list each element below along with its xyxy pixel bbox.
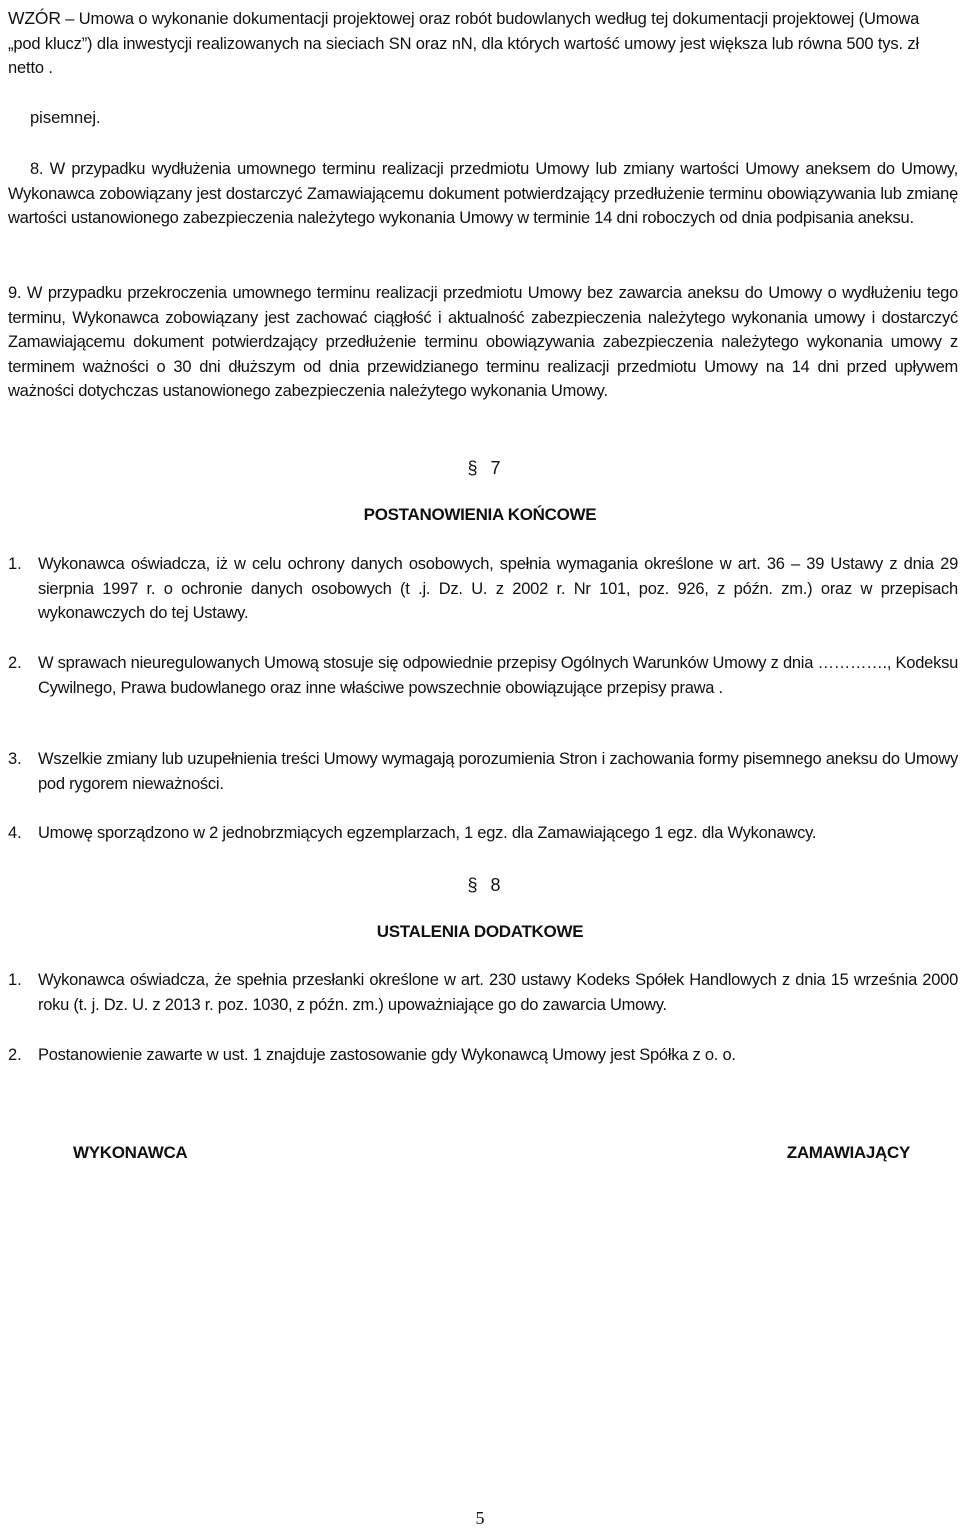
section-sign-symbol: § <box>467 875 478 895</box>
section-7-heading <box>0 456 960 481</box>
section-number: 8 <box>490 875 501 895</box>
section-7-item-2 <box>8 651 958 700</box>
section-number: 7 <box>490 458 501 478</box>
header-dash: – <box>60 10 75 28</box>
client-signature-label: ZAMAWIAJĄCY <box>786 1143 910 1162</box>
paragraph-9 <box>8 281 958 404</box>
item-number: 3. <box>8 750 22 768</box>
section-7-item-3 <box>8 747 958 796</box>
item-text: Wszelkie zmiany lub uzupełnienia treści Umowy wymagają porozumienia Stron i zachowania formy pisemnego aneksu do Umowy pod rygorem nieważności. <box>38 750 958 793</box>
item-number: 1. <box>8 555 22 573</box>
section-8-title: USTALENIA DODATKOWE <box>376 922 584 941</box>
document-header <box>8 6 956 81</box>
section-7-item-1 <box>8 552 958 626</box>
section-8-heading <box>0 873 960 898</box>
contractor-signature-label: WYKONAWCA <box>73 1143 188 1162</box>
item-text: Wykonawca oświadcza, iż w celu ochrony danych osobowych, spełnia wymagania określone w art. 36 – 39 Ustawy z dnia 29 sierpnia 1997 r. o ochronie danych osobowych (t .j. Dz. U. z 2002 r. Nr 101, poz. 926, z późn. zm.) oraz w przepisach wykonawczych do tej Ustawy. <box>38 555 958 623</box>
paragraph-text: W przypadku wydłużenia umownego terminu realizacji przedmiotu Umowy lub zmiany wartości Umowy aneksem do Umowy, Wykonawca zobowiązany jest dostarczyć Zamawiającemu dokument potwierdzający przedłużenie terminu obowiązywania lub zmianę wartości ustanowionego zabezpieczenia należytego wykonania Umowy w terminie 14 dni roboczych od dnia podpisania aneksu. <box>8 160 958 228</box>
template-label: WZÓR <box>8 8 61 28</box>
header-title: Umowa o wykonanie dokumentacji projektowej oraz robót budowlanych według tej dokumentacji projektowej (Umowa „pod klucz”) dla inwestycji realizowanych na sieciach SN oraz nN, dla których wartość umowy jest większa lub równa 500 tys. zł netto . <box>8 10 920 78</box>
continued-fragment: pisemnej. <box>30 109 101 127</box>
item-number: 1. <box>8 971 22 989</box>
item-number: 2. <box>8 1046 22 1064</box>
item-text: W sprawach nieuregulowanych Umową stosuje się odpowiednie przepisy Ogólnych Warunków Umowy z dnia …………., Kodeksu Cywilnego, Prawa budowlanego oraz inne właściwe powszechnie obowiązujące przepisy prawa . <box>38 654 958 697</box>
item-text: Umowę sporządzono w 2 jednobrzmiących egzemplarzach, 1 egz. dla Zamawiającego 1 egz. dla Wykonawcy. <box>38 824 817 842</box>
paragraph-8 <box>8 157 958 231</box>
section-8-item-1 <box>8 968 958 1017</box>
page-number: 5 <box>475 1508 485 1528</box>
item-number: 2. <box>8 654 22 672</box>
paragraph-number: 9. <box>8 284 22 302</box>
section-8-item-2 <box>8 1043 958 1068</box>
item-text: Wykonawca oświadcza, że spełnia przesłanki określone w art. 230 ustawy Kodeks Spółek Handlowych z dnia 15 września 2000 roku (t. j. Dz. U. z 2013 r. poz. 1030, z późn. zm.) upoważniające go do zawarcia Umowy. <box>38 971 958 1014</box>
section-7-title: POSTANOWIENIA KOŃCOWE <box>363 505 597 524</box>
item-number: 4. <box>8 824 22 842</box>
paragraph-text: W przypadku przekroczenia umownego terminu realizacji przedmiotu Umowy bez zawarcia aneksu do Umowy o wydłużeniu tego terminu, Wykonawca zobowiązany jest zachować ciągłość i aktualność zabezpieczenia należytego wykonania umowy i dostarczyć Zamawiającemu dokument potwierdzający przedłużenie terminu obowiązywania zabezpieczenia należytego wykonania umowy z terminem ważności o 30 dni dłuższym od dnia przewidzianego terminu realizacji przedmiotu Umowy na 14 dni przed upływem ważności dotychczas ustanowionego zabezpieczenia należytego wykonania Umowy. <box>8 284 958 401</box>
section-sign-symbol: § <box>467 458 478 478</box>
paragraph-number: 8. <box>30 160 44 178</box>
item-text: Postanowienie zawarte w ust. 1 znajduje zastosowanie gdy Wykonawcą Umowy jest Spółka z o. o. <box>38 1046 736 1064</box>
section-7-item-4 <box>8 821 958 846</box>
